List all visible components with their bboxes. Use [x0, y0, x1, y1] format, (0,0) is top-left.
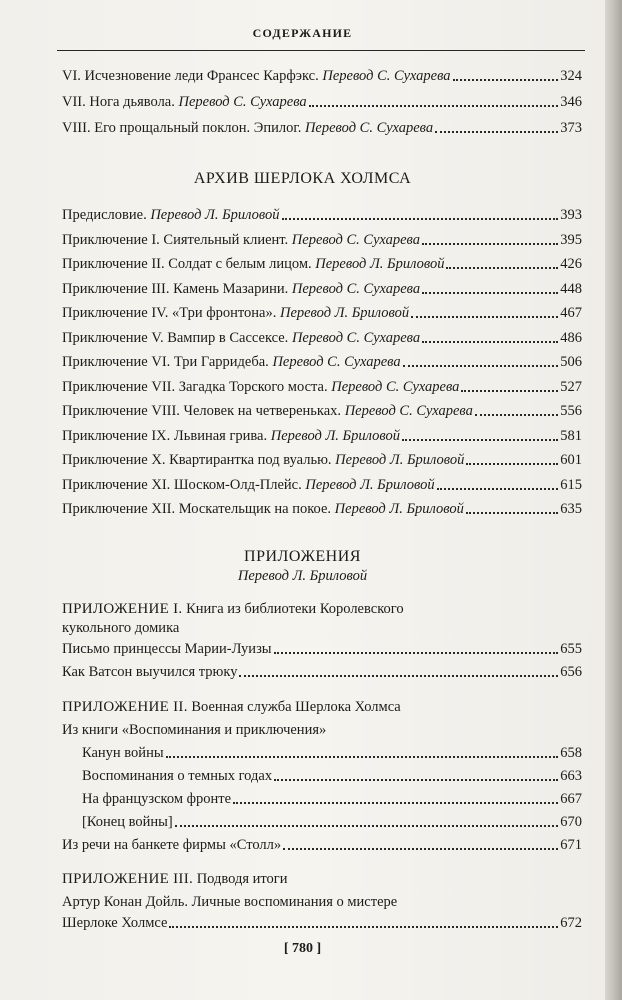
page-number: 448 [560, 280, 582, 297]
toc-entry: Приключение IV. «Три фронтона». Перевод Л. Бриловой 467 [62, 305, 582, 321]
toc-entry: Канун войны 658 [82, 745, 582, 761]
page-number: 324 [560, 68, 582, 84]
dot-leader [411, 314, 558, 318]
dot-leader [403, 363, 559, 367]
toc-entry: Приключение XII. Москательщик на покое. Перевод Л. Бриловой 635 [62, 501, 582, 517]
page-number: 373 [560, 120, 582, 136]
dot-leader [435, 129, 558, 133]
toc-entry: VII. Нога дьявола. Перевод С. Сухарева 346 [62, 94, 582, 110]
toc-entry: Как Ватсон выучился трюку 656 [62, 664, 582, 680]
page-number: 663 [560, 768, 582, 784]
appendix-heading: ПРИЛОЖЕНИЕ I. Книга из библиотеки Королевского [62, 601, 404, 617]
page-number: 671 [560, 837, 582, 853]
dot-leader [175, 823, 559, 827]
section-title-archive: АРХИВ ШЕРЛОКА ХОЛМСА [193, 170, 412, 187]
page-number: 346 [560, 94, 582, 110]
page-number: 556 [560, 403, 582, 419]
dot-leader [274, 650, 559, 654]
toc-entry: Приключение IX. Львиная грива. Перевод Л. Бриловой 581 [62, 427, 582, 444]
toc-entry: Приключение VIII. Человек на четвереньках. Перевод С. Сухарева 556 [62, 403, 582, 419]
toc-entry: Письмо принцессы Марии-Луизы 655 [62, 641, 582, 657]
page-number: 393 [560, 207, 582, 223]
toc-entry: На французском фронте 667 [82, 791, 582, 807]
dot-leader [446, 265, 558, 269]
appendix-heading: ПРИЛОЖЕНИЕ III. Подводя итоги [62, 871, 288, 887]
toc-entry: Воспоминания о темных годах 663 [82, 768, 582, 784]
toc-entry: Шерлоке Холмсе 672 [62, 915, 582, 931]
dot-leader [453, 77, 559, 81]
page-number: 581 [560, 427, 582, 444]
toc-entry: Приключение II. Солдат с белым лицом. Перевод Л. Бриловой 426 [62, 256, 582, 272]
page-number: 615 [560, 476, 582, 493]
toc-entry: Приключение VII. Загадка Торского моста. Перевод С. Сухарева 527 [62, 378, 582, 395]
dot-leader [402, 437, 558, 441]
page-number: 601 [560, 452, 582, 468]
page-number: 635 [560, 501, 582, 517]
running-head: СОДЕРЖАНИЕ [252, 26, 353, 40]
page-number: 426 [560, 256, 582, 272]
page-number: 527 [560, 378, 582, 395]
book-gutter-edge [605, 0, 622, 1000]
toc-entry: Приключение I. Сиятельный клиент. Перевод С. Сухарева 395 [62, 231, 582, 248]
page-number: 486 [560, 329, 582, 346]
page-number: 395 [560, 231, 582, 248]
dot-leader [274, 777, 558, 781]
dot-leader [233, 800, 558, 804]
toc-entry: Приключение III. Камень Мазарини. Перевод С. Сухарева 448 [62, 280, 582, 297]
dot-leader [282, 216, 559, 220]
toc-entry: Предисловие. Перевод Л. Бриловой 393 [62, 207, 582, 223]
appendix-heading: ПРИЛОЖЕНИЕ II. Военная служба Шерлока Холмса [62, 699, 401, 715]
page-folio: [ 780 ] [283, 941, 322, 956]
dot-leader [239, 673, 558, 677]
toc-entry: Приключение XI. Шоском-Олд-Плейс. Перевод Л. Бриловой 615 [62, 476, 582, 493]
toc-entry: VI. Исчезновение леди Франсес Карфэкс. Перевод С. Сухарева 324 [62, 68, 582, 84]
appendix-source: Из книги «Воспоминания и приключения» [62, 722, 327, 738]
toc-entry: VIII. Его прощальный поклон. Эпилог. Перевод С. Сухарева 373 [62, 120, 582, 136]
dot-leader [169, 924, 558, 928]
page-number: 467 [560, 305, 582, 321]
dot-leader [475, 412, 558, 416]
page-number: 506 [560, 354, 582, 370]
page-number: 655 [560, 641, 582, 657]
page-number: 667 [560, 791, 582, 807]
toc-entry: Из речи на банкете фирмы «Столл» 671 [62, 837, 582, 853]
dot-leader [309, 103, 559, 107]
header-rule [57, 50, 585, 51]
dot-leader [422, 339, 558, 343]
appendix-heading-continued: кукольного домика [62, 620, 180, 636]
page-number: 672 [560, 915, 582, 931]
section-title-appendices: ПРИЛОЖЕНИЯ [244, 548, 361, 565]
dot-leader [166, 754, 559, 758]
dot-leader [437, 486, 559, 490]
dot-leader [283, 846, 558, 850]
dot-leader [466, 461, 558, 465]
toc-entry: Приключение X. Квартирантка под вуалью. Перевод Л. Бриловой 601 [62, 452, 582, 468]
dot-leader [422, 241, 558, 245]
dot-leader [461, 388, 558, 392]
toc-entry: [Конец войны] 670 [82, 814, 582, 830]
dot-leader [466, 510, 558, 514]
toc-entry: Приключение V. Вампир в Сассексе. Перевод С. Сухарева 486 [62, 329, 582, 346]
section-subtitle-translator: Перевод Л. Бриловой [237, 568, 368, 584]
dot-leader [422, 290, 558, 294]
appendix-entry-line: Артур Конан Дойль. Личные воспоминания о мистере [62, 894, 398, 910]
page-number: 670 [560, 814, 582, 830]
toc-entry: Приключение VI. Три Гарридеба. Перевод С. Сухарева 506 [62, 354, 582, 370]
page-number: 656 [560, 664, 582, 680]
page-number: 658 [560, 745, 582, 761]
